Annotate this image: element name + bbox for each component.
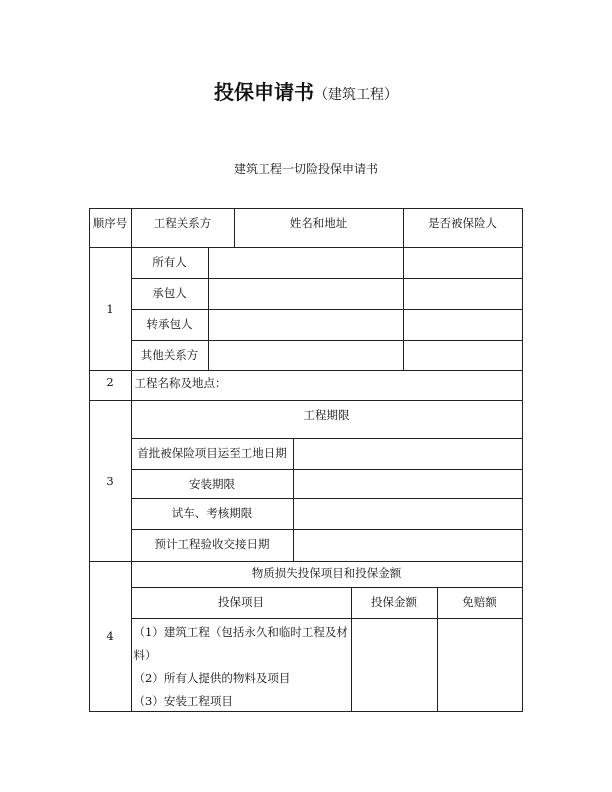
insured-item: （3）安装工程项目 <box>133 693 233 708</box>
party-owner: 所有人 <box>131 247 209 279</box>
insured-item: （1）建筑工程（包括永久和临时工程及材料） <box>133 624 348 662</box>
owner-insured-field[interactable] <box>403 247 523 279</box>
header-insured: 是否被保险人 <box>403 208 523 248</box>
period-acceptance: 预计工程验收交接日期 <box>131 529 294 562</box>
insured-amount-field[interactable] <box>351 618 438 712</box>
period-testing: 试车、考核期限 <box>131 498 294 530</box>
contractor-name-address-field[interactable] <box>208 278 404 310</box>
row4-number: 4 <box>89 561 132 712</box>
period-heading: 工程期限 <box>131 400 523 439</box>
subcontractor-insured-field[interactable] <box>403 309 523 341</box>
header-seq: 顺序号 <box>89 208 132 248</box>
material-loss-heading: 物质损失投保项目和投保金额 <box>131 561 523 588</box>
col-insured-amount: 投保金额 <box>351 587 438 619</box>
header-name-address: 姓名和地址 <box>234 208 404 248</box>
acceptance-field[interactable] <box>293 529 523 562</box>
period-first-delivery: 首批被保险项目运至工地日期 <box>131 438 294 470</box>
row3-number: 3 <box>89 400 132 562</box>
installation-field[interactable] <box>293 469 523 499</box>
title-main: 投保申请书 <box>214 80 314 104</box>
row1-number: 1 <box>89 247 132 371</box>
other-insured-field[interactable] <box>403 340 523 371</box>
col-deductible: 免赔额 <box>437 587 523 619</box>
title-sub: （建筑工程） <box>314 87 398 103</box>
testing-field[interactable] <box>293 498 523 530</box>
insured-items-list <box>131 618 352 712</box>
party-contractor: 承包人 <box>131 278 209 310</box>
col-insured-item: 投保项目 <box>131 587 352 619</box>
row2-number: 2 <box>89 370 132 401</box>
party-other: 其他关系方 <box>131 340 209 371</box>
deductible-field[interactable] <box>437 618 523 712</box>
form-subtitle: 建筑工程一切险投保申请书 <box>233 162 378 176</box>
owner-name-address-field[interactable] <box>208 247 404 279</box>
insured-item: （2）所有人提供的物料及项目 <box>133 670 291 685</box>
other-name-address-field[interactable] <box>208 340 404 371</box>
subcontractor-name-address-field[interactable] <box>208 309 404 341</box>
first-delivery-field[interactable] <box>293 438 523 470</box>
header-party: 工程关系方 <box>131 208 235 248</box>
party-subcontractor: 转承包人 <box>131 309 209 341</box>
period-installation: 安装期限 <box>131 469 294 499</box>
contractor-insured-field[interactable] <box>403 278 523 310</box>
project-name-location[interactable]: 工程名称及地点： <box>131 370 523 401</box>
document-title <box>0 76 612 105</box>
